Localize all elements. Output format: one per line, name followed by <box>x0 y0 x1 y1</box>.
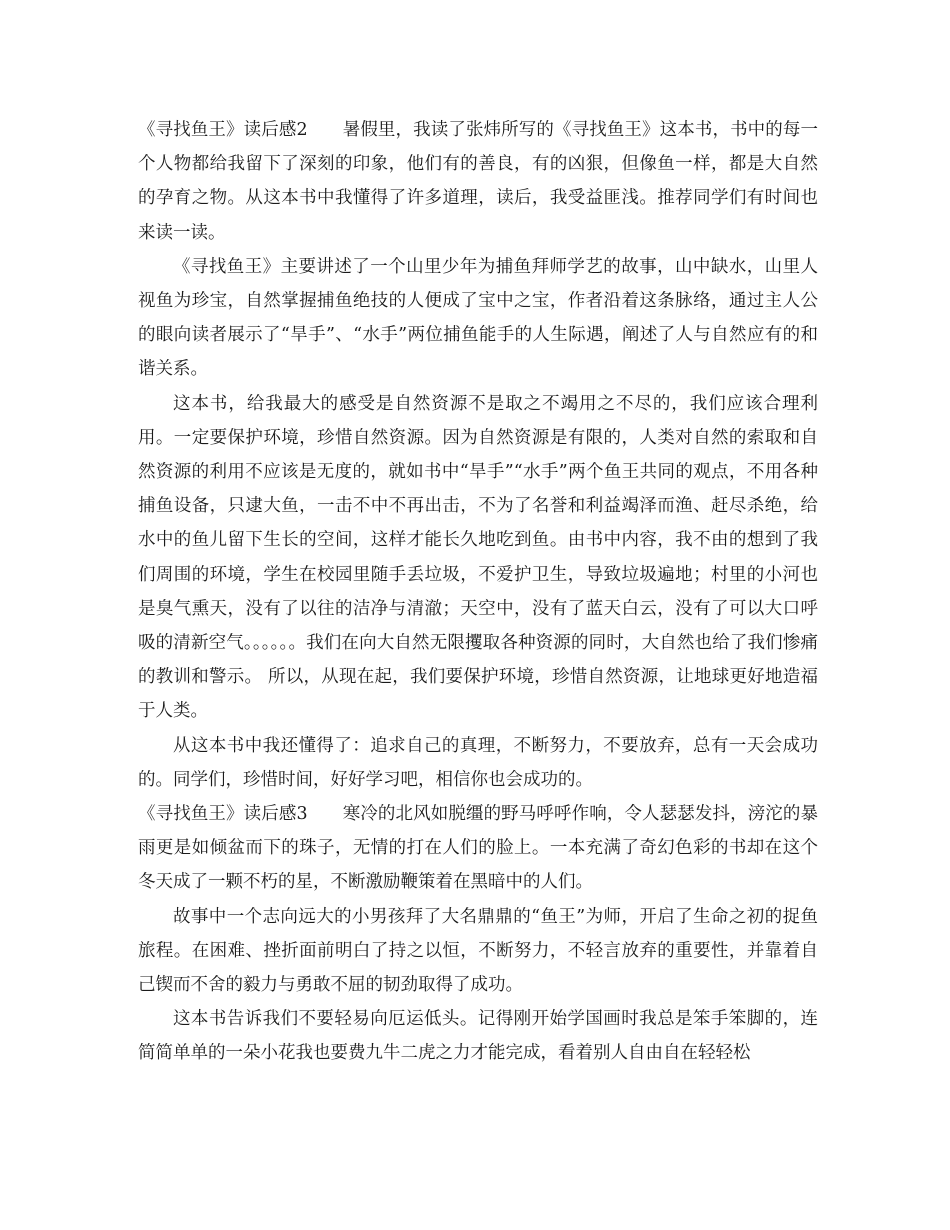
paragraph-text: 这本书告诉我们不要轻易向厄运低头。记得刚开始学国画时我总是笨手笨脚的，连简简单单的一朵小花我也要费九牛二虎之力才能完成，看着别人自由自在轻轻松 <box>138 1009 818 1064</box>
paragraph-text: 从这本书中我还懂得了：追求自己的真理，不断努力，不要放弃，总有一天会成功的。同学们，珍惜时间，好好学习吧，相信你也会成功的。 <box>138 735 818 790</box>
paragraph-text: 暑假里，我读了张炜所写的《寻找鱼王》这本书，书中的每一个人物都给我留下了深刻的印象，他们有的善良，有的凶狠，但像鱼一样，都是大自然的孕育之物。从这本书中我懂得了许多道理，读后，我受益匪浅。推荐同学们有时间也来读一读。 <box>138 120 819 243</box>
paragraph-text: 寒冷的北风如脱缰的野马呼呼作响，令人瑟瑟发抖，滂沱的暴雨更是如倾盆而下的珠子，无情的打在人们的脸上。一本充满了奇幻色彩的书却在这个冬天成了一颗不朽的星，不断激励鞭策着在黑暗中的人们。 <box>138 804 819 893</box>
paragraph <box>138 387 818 729</box>
essay-title: 《寻找鱼王》读后感3 <box>138 804 308 825</box>
paragraph-essay-3-intro <box>138 797 818 900</box>
paragraph <box>138 250 818 387</box>
paragraph-text: 这本书，给我最大的感受是自然资源不是取之不竭用之不尽的，我们应该合理利用。一定要保护环境，珍惜自然资源。因为自然资源是有限的，人类对自然的索取和自然资源的利用不应该是无度的，就如书中“旱手”“水手”两个鱼王共同的观点，不用各种捕鱼设备，只逮大鱼，一击不中不再出击，不为了名誉和利益竭泽而渔、赶尽杀绝，给水中的鱼儿留下生长的空间，这样才能长久地吃到鱼。由书中内容，我不由的想到了我们周围的环境，学生在校园里随手丢垃圾，不爱护卫生，导致垃圾遍地；村里的小河也是臭气熏天，没有了以往的洁净与清澈；天空中，没有了蓝天白云，没有了可以大口呼吸的清新空气。。。。。。我们在向大自然无限攫取各种资源的同时，大自然也给了我们惨痛的教训和警示。 所以，从现在起，我们要保护环境，珍惜自然资源，让地球更好地造福于人类。 <box>138 393 818 722</box>
paragraph <box>138 1002 818 1070</box>
paragraph-essay-2-intro <box>138 113 818 250</box>
paragraph <box>138 729 818 797</box>
document-body <box>138 113 818 1071</box>
paragraph-text: 《寻找鱼王》主要讲述了一个山里少年为捕鱼拜师学艺的故事，山中缺水，山里人视鱼为珍宝，自然掌握捕鱼绝技的人便成了宝中之宝，作者沿着这条脉络，通过主人公的眼向读者展示了“旱手”、“水手”两位捕鱼能手的人生际遇，阐述了人与自然应有的和谐关系。 <box>138 256 818 380</box>
essay-title: 《寻找鱼王》读后感2 <box>138 120 308 140</box>
paragraph-text: 故事中一个志向远大的小男孩拜了大名鼎鼎的“鱼王”为师，开启了生命之初的捉鱼旅程。在困难、挫折面前明白了持之以恒，不断努力，不轻言放弃的重要性，并靠着自己锲而不舍的毅力与勇敢不屈的韧劲取得了成功。 <box>138 906 818 996</box>
paragraph <box>138 900 818 1003</box>
